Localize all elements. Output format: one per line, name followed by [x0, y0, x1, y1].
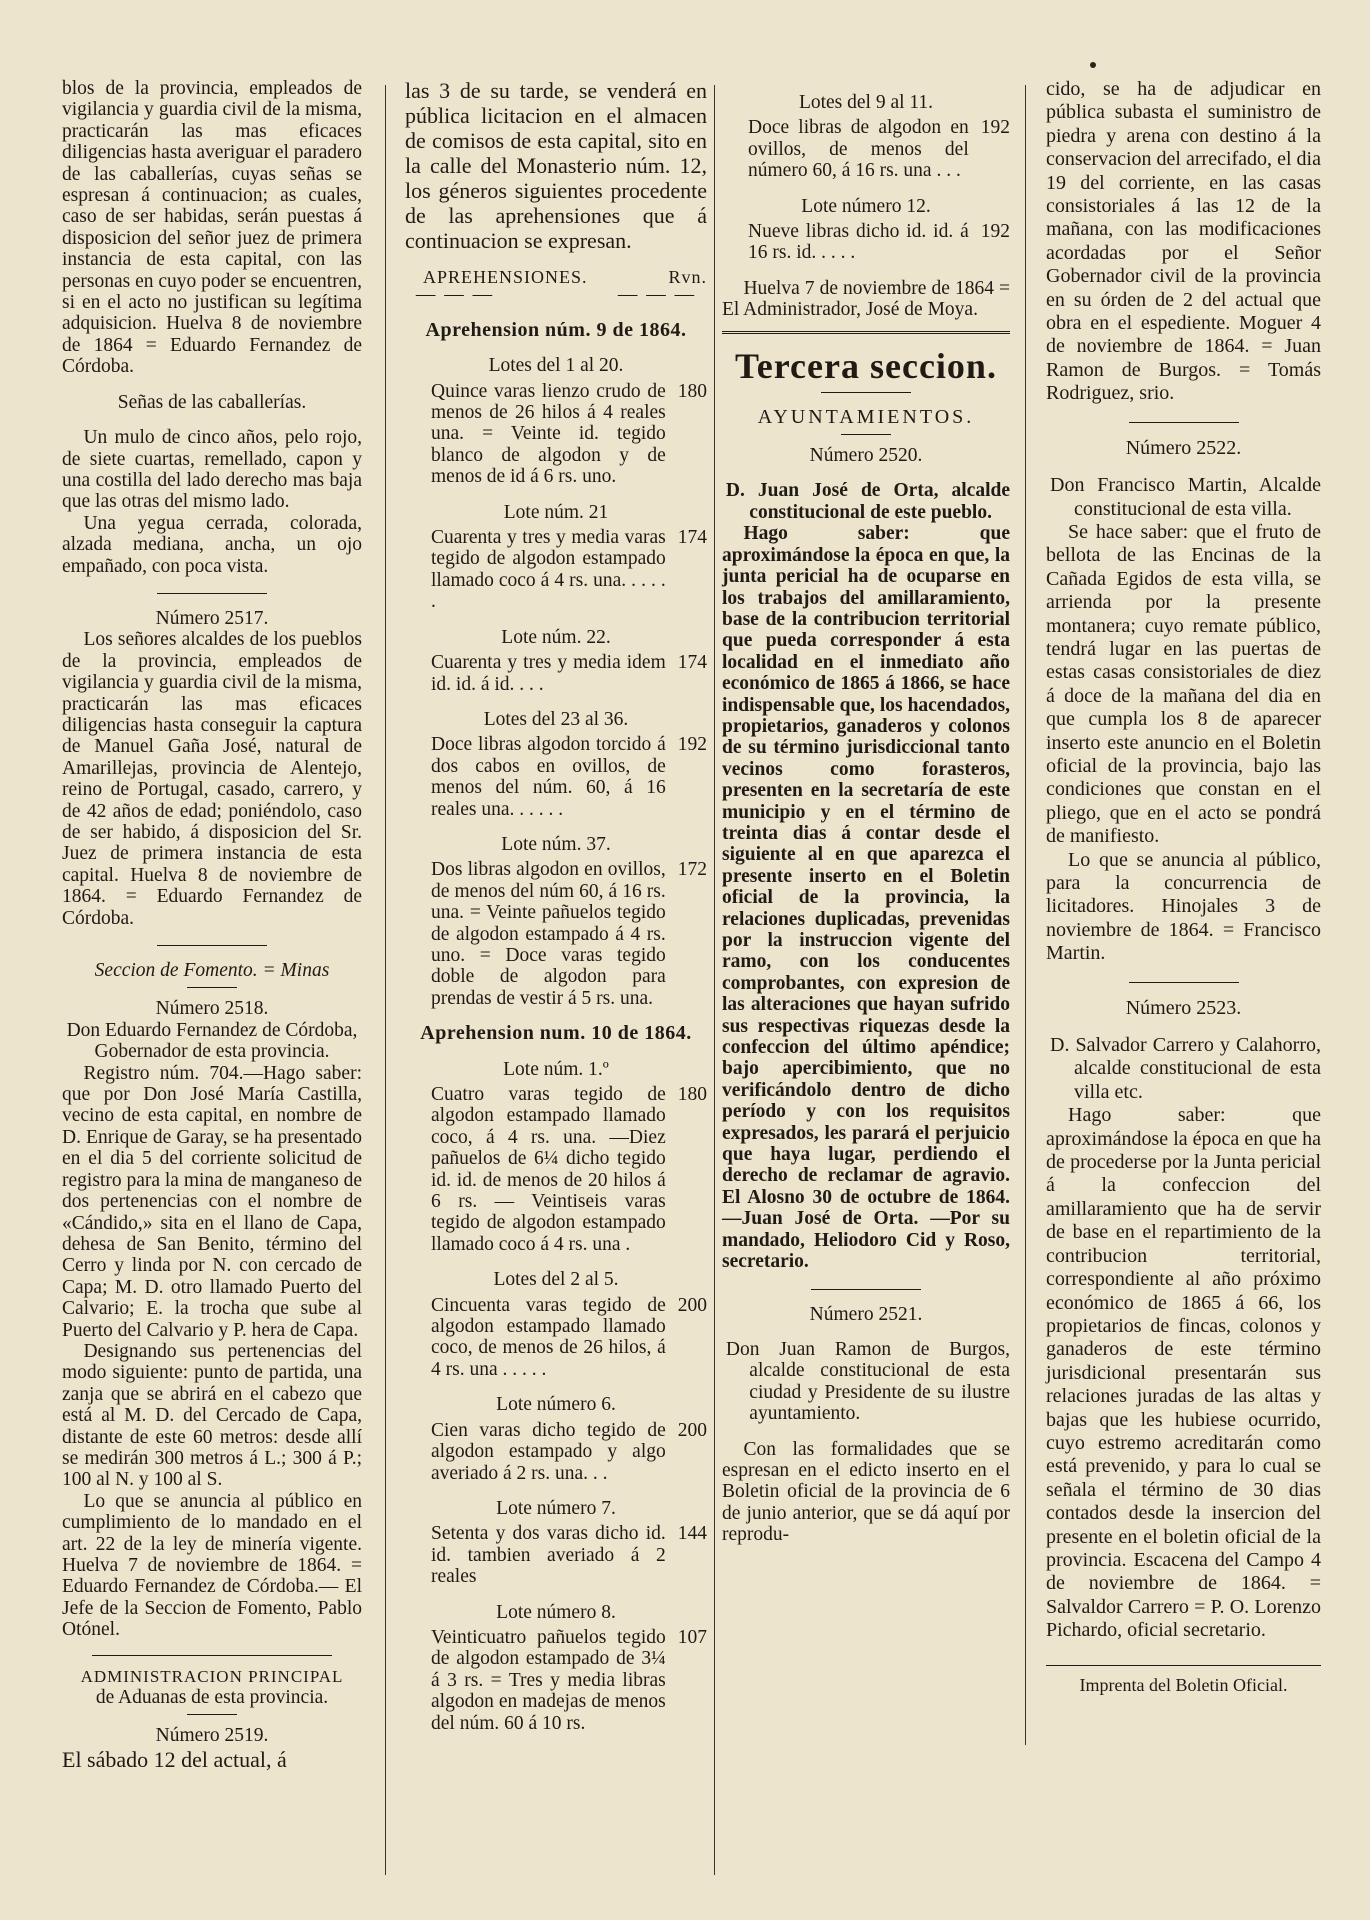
column-4 [1046, 78, 1321, 1697]
lot-amount: 172 [677, 859, 707, 881]
notice-closing: Huelva 7 de noviembre de 1864 = El Administrador, José de Moya. [722, 277, 1010, 321]
column-rule [714, 85, 715, 1875]
notice-header: Don Francisco Martin, Alcalde constitucional de esta villa. [1050, 474, 1321, 520]
lot-row [405, 373, 707, 488]
separator-rule [811, 1289, 921, 1290]
notice-body: Hago saber: que aproximándose la época en que, la junta pericial ha de ocuparse en los trabajos del amillaramiento, base de la contribucion territorial que pueda corresponder á esta localidad en el inmediato año económico de 1865 á 1866, se hace indispensable que, los hacendados, propietarios, ganaderos y colonos de su término jurisdiccional tanto vecinos como forasteros, presenten en la secretaría de este municipio y en el término de treinta dias á contar desde el siguiente al en que aparezca el presente inserto en el Boletin oficial de la provincia, la relaciones duplicadas, prevenidas por la instruccion vigente del ramo, con los conducentes comprobantes, con expresion de las alteraciones que hayan sufrido sus respectivas riquezas desde la confeccion del último apéndice; bajo apercibimiento, que no verificándolo dentro de dicho período y con los requisitos expresados, les parará el perjuicio que haya lugar, perdiendo el derecho de reclamar de agravio. El Alosno 30 de octubre de 1864.—Juan José de Orta. —Por su mandado, Heliodoro Cid y Roso, secretario. [722, 523, 1010, 1273]
notice-body: Registro núm. 704.—Hago saber: que por Don José María Castilla, vecino de esta capital, en nombre de D. Enrique de Garay, se ha presentado en el dia 5 del corriente solicitud de registro para la mina de manganeso de dos pertenencias con el nombre de «Cándido,» sita en el llano de Capa, dehesa de San Benito, término del Cerro y linda por N. con cercado de Capa; M. D. otro llamado Puerto del Calvario; E. la trocha que sube al Puerto del Calvario y P. hera de Capa. [62, 1062, 362, 1341]
notice-number: Número 2520. [809, 445, 923, 467]
column-rule [385, 85, 386, 1875]
lot-amount: 192 [980, 221, 1010, 243]
lot-title: Lote número 8. [496, 1601, 616, 1623]
notice-header: Don Juan Ramon de Burgos, alcalde constitucional de esta ciudad y Presidente de su ilustre ayuntamiento. [725, 1338, 1010, 1425]
notice-number: Número 2518. [155, 998, 269, 1020]
aprehension-heading: Aprehension num. 10 de 1864. [420, 1022, 692, 1045]
notice-number: Número 2521. [809, 1303, 923, 1325]
lot-title: Lote número 12. [801, 195, 931, 217]
separator-rule [187, 1714, 237, 1715]
lot-row [405, 1412, 707, 1484]
notice-body: Con las formalidades que se espresan en el edicto inserto en el Boletin oficial de la provincia de 6 de junio anterior, que se dá aquí por reprodu- [722, 1438, 1010, 1546]
lot-description: Cincuenta varas tegido de algodon estampado llamado coco, de menos de 26 hilos, á 4 rs. una . . . . . [431, 1294, 666, 1380]
notice-body: Lo que se anuncia al público en cumplimiento de lo mandado en el art. 22 de la ley de minería vigente. Huelva 7 de noviembre de 1864. = Eduardo Fernandez de Córdoba.— El Jefe de la Seccion de Fomento, Pablo Otónel. [62, 1490, 362, 1641]
separator-rule [92, 1655, 332, 1656]
section-heading: Seccion de Fomento. = Minas [94, 960, 330, 982]
double-rule [722, 331, 1010, 334]
lot-list [405, 1059, 707, 1734]
lot-row [722, 109, 1010, 181]
notice-body: Designando sus pertenencias del modo siguiente: punto de partida, una zanja que se abrirá en el cabezo que está al M. D. del Cercado de Capa, distante de este 60 metros: desde allí se medirán 300 metros á L.; 300 á P.; 100 al N. y 100 al S. [62, 1340, 362, 1491]
notice-body: Los señores alcaldes de los pueblos de la provincia, empleados de vigilancia y guardia civil de la misma, practicarán las mas eficaces diligencias hasta conseguir la captura de Manuel Gaña José, natural de Amarillejas, provincia de Alentejo, reino de Portugal, casado, carrero, y de 42 años de edad; poniéndolo, caso de ser habido, á disposicion del Sr. Juez de primera instancia de esta capital. Huelva 8 de noviembre de 1864. = Eduardo Fernandez de Córdoba. [62, 629, 362, 929]
column-2 [405, 78, 707, 1734]
lot-description: Cuarenta y tres y media idem id. id. á id. . . . [431, 652, 666, 695]
lot-title: Lotes del 23 al 36. [483, 708, 629, 730]
lot-title: Lotes del 9 al 11. [798, 92, 934, 113]
header-label: APREHENSIONES. [423, 267, 588, 287]
separator-rule [157, 593, 267, 594]
description-paragraph: Un mulo de cinco años, pelo rojo, de siete cuartas, remellado, capon y una costilla del lado derecho mas baja que las otras del mismo lado. [62, 427, 362, 513]
notice-number: Número 2519. [155, 1725, 269, 1747]
lot-row [405, 1076, 707, 1255]
lot-title: Lotes del 2 al 5. [493, 1269, 619, 1291]
lot-amount: 107 [677, 1626, 707, 1648]
notice-header: Don Eduardo Fernandez de Córdoba, [66, 1019, 358, 1041]
section-heading: de Aduanas de esta provincia. [95, 1687, 329, 1709]
separator-rule [821, 392, 911, 393]
lot-row [405, 726, 707, 820]
notice-header: D. Salvador Carrero y Calahorro, alcalde constitucional de esta villa etc. [1050, 1034, 1321, 1103]
separator-rule [1129, 422, 1239, 423]
lot-row [405, 644, 707, 695]
lot-description: Quince varas lienzo crudo de menos de 26 hilos á 4 reales una. = Veinte id. tegido blanco de algodon y de menos de id á 6 rs. uno. [431, 380, 666, 488]
printer-imprint: Imprenta del Boletin Oficial. [1079, 1674, 1288, 1695]
section-heading: ADMINISTRACION PRINCIPAL [80, 1666, 344, 1686]
notice-continuation: blos de la provincia, empleados de vigilancia y guardia civil de la misma, practicarán las mas eficaces diligencias hasta averiguar el paradero de las caballerías, cuyas señas se espresan á continuacion; as cuales, caso de ser habidas, serán puestas á disposicion del señor juez de primera instancia de esta capital, con las personas en cuyo poder se encuentren, si en el acto no justifican su legítima adquisicion. Huelva 8 de noviembre de 1864 = Eduardo Fernandez de Córdoba. [62, 78, 362, 378]
printer-footer [1046, 1665, 1321, 1697]
lot-row [405, 519, 707, 613]
lot-amount: 180 [677, 380, 707, 402]
lot-title: Lote número 6. [496, 1394, 616, 1416]
lot-description: Nueve libras dicho id. id. á 16 rs. id. . . . . [748, 221, 969, 264]
separator-rule [1129, 982, 1239, 983]
lot-amount: 144 [677, 1523, 707, 1545]
notice-body: Lo que se anuncia al público, para la concurrencia de licitadores. Hinojales 3 de noviembre de 1864. = Francisco Martin. [1046, 848, 1321, 965]
lot-row [405, 1287, 707, 1381]
section-subtitle: Señas de las caballerías. [117, 391, 307, 413]
notice-body: Se hace saber: que el fruto de bellota de las Encinas de la Cañada Egidos de esta villa, se arrienda por la presente montanera; cuyo remate público, tendrá lugar en las puertas de estas casas consistoriales de diez á doce de la mañana del dia en que cumpla los 8 de aparecer inserto este anuncio en el Boletin oficial de la provincia, bajo las condiciones que constan en el pliego, que en el acto se pondrá de manifiesto. [1046, 520, 1321, 848]
notice-header: Gobernador de esta provincia. [94, 1041, 330, 1063]
separator-rule [841, 434, 891, 435]
lot-amount: 174 [677, 527, 707, 549]
lot-row [722, 213, 1010, 264]
lot-description: Cuarenta y tres y media varas tegido de algodon estampado llamado coco á 4 rs. una. . . . . . [431, 527, 666, 613]
section-title: Tercera seccion. [735, 345, 997, 386]
lot-title: Lote número 7. [496, 1497, 616, 1519]
separator-rule [157, 945, 267, 946]
notice-body: Hago saber: que aproximándose la época en que ha de procederse por la Junta pericial á la confeccion del amillaramiento que ha de servir de base en el repartimiento de la contribucion territorial, correspondiente al año próximo económico de 1865 á 66, los propietarios de fincas, colonos y ganaderos de este término jurisdicional presentarán sus relaciones juradas de las altas y bajas que les hubiese ocurrido, cuyo estremo acreditarán como está prevenido, y para lo cual se señala el término de 30 dias contados desde la insercion del presente en el boletin oficial de la provincia. Escacena del Campo 4 de noviembre de 1864. = Salvaldor Carrero = P. O. Lorenzo Pichardo, oficial secretario. [1046, 1104, 1321, 1642]
column-rule [1025, 85, 1026, 1745]
lot-title: Lote núm. 22. [501, 626, 611, 648]
column-3 [722, 78, 1010, 1546]
notice-continuation: cido, se ha de adjudicar en pública subasta el suministro de piedra y arena con destino á la conservacion del arrecifado, el dia 19 del corriente, en las casas consistoriales á las 12 de la mañana, con las modificaciones acordadas por el Señor Gobernador civil de la provincia en su órden de 2 del actual que obra en el espediente. Moguer 4 de noviembre de 1864. = Juan Ramon de Burgos. = Tomás Rodriguez, srio. [1046, 78, 1321, 405]
notice-number: Número 2522. [1125, 436, 1242, 459]
lot-amount: 174 [677, 652, 707, 674]
lot-amount: 192 [980, 117, 1010, 139]
separator-rule [187, 987, 237, 988]
dash-ornament: — — — — — — [415, 284, 697, 306]
lot-title: Lote núm. 1.º [503, 1058, 609, 1080]
lot-description: Doce libras algodon torcido á dos cabos en ovillos, de menos del núm. 60, á 16 reales una. . . . . . [431, 734, 666, 820]
section-heading: AYUNTAMIENTOS. [757, 405, 975, 428]
lot-row [405, 1515, 707, 1587]
lot-row [405, 851, 707, 1009]
lot-list [405, 355, 707, 1009]
lot-description: Cien varas dicho tegido de algodon estampado y algo averiado á 2 rs. una. . . [431, 1419, 666, 1484]
lot-title: Lotes del 1 al 20. [488, 355, 624, 377]
notice-number: Número 2517. [155, 607, 269, 629]
description-paragraph: Una yegua cerrada, colorada, alzada mediana, ancha, un ojo empañado, con poca vista. [62, 512, 362, 577]
column-1 [62, 78, 362, 1772]
lot-amount: 192 [677, 734, 707, 756]
header-currency: Rvn. [668, 267, 707, 287]
lot-description: Veinticuatro pañuelos tegido de algodon estampado de 3¼ á 3 rs. = Tres y media libras algodon en madejas de menos del núm. 60 á 10 rs. [431, 1626, 666, 1734]
notice-header: D. Juan José de Orta, alcalde constitucional de este pueblo. [725, 480, 1010, 523]
lot-amount: 180 [677, 1084, 707, 1105]
notice-number: Número 2523. [1125, 996, 1242, 1019]
aprehension-heading: Aprehension núm. 9 de 1864. [425, 318, 687, 341]
lot-row [405, 1619, 707, 1734]
lot-amount: 200 [677, 1294, 707, 1316]
notice-body: El sábado 12 del actual, á [62, 1746, 287, 1772]
lot-description: Setenta y dos varas dicho id. id. tambien averiado á 2 reales [431, 1523, 666, 1588]
lot-description: Dos libras algodon en ovillos, de menos del núm 60, á 16 rs. una. = Veinte pañuelos tegido de algodon estampado á 4 rs. uno. = Doce varas tegido doble de algodon para prendas de vestir á 5 rs. una. [431, 859, 666, 1009]
lot-list [722, 92, 1010, 264]
ink-spot [1090, 62, 1096, 68]
lot-description: Doce libras de algodon en ovillos, de menos del número 60, á 16 rs. una . . . [748, 117, 969, 182]
notice-body: las 3 de su tarde, se venderá en pública licitacion en el almacen de comisos de esta capital, sito en la calle del Monasterio núm. 12, los géneros siguientes procedente de las aprehensiones que á continuacion se expresan. [405, 78, 707, 253]
lot-amount: 200 [677, 1419, 707, 1441]
lot-description: Cuatro varas tegido de algodon estampado llamado coco, á 4 rs. una. —Diez pañuelos de 6¼ dicho tegido id. id. de menos de 20 hilos á 6 rs. — Veintiseis varas tegido de algodon estampado llamado coco á 4 rs. una . [431, 1084, 666, 1255]
lot-title: Lote núm. 37. [501, 833, 611, 855]
lot-title: Lote núm. 21 [503, 501, 609, 523]
